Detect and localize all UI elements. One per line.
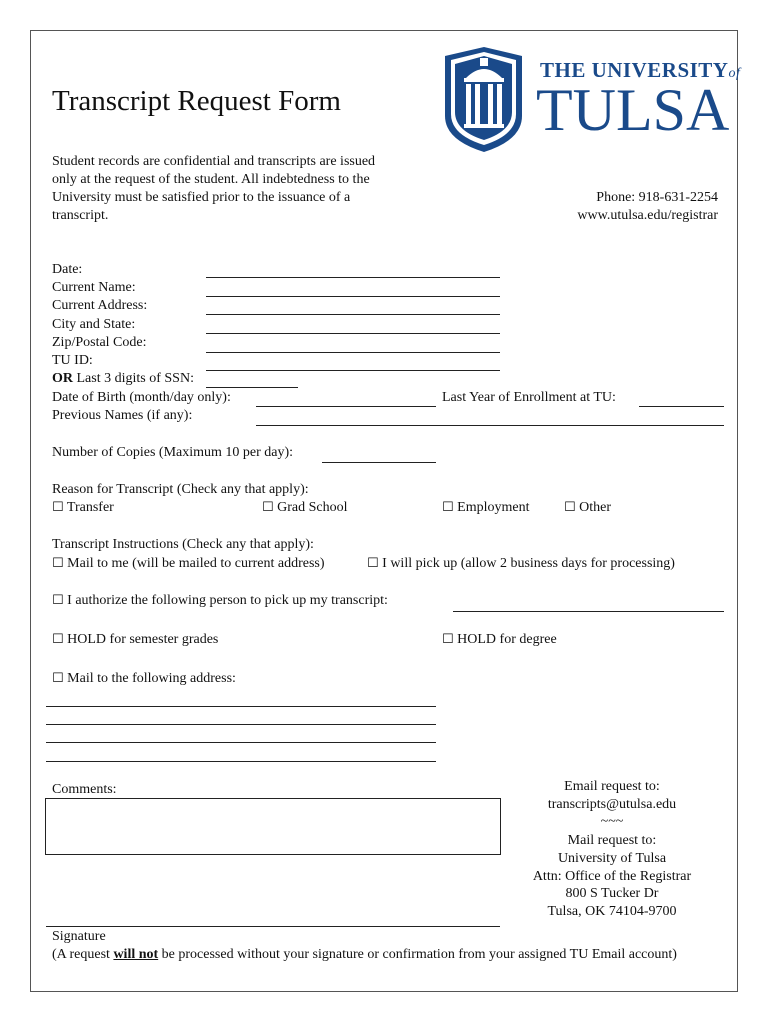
checkbox-icon[interactable]: ☐ [52, 556, 64, 571]
logo-line-2: TULSA [536, 77, 730, 143]
checkbox-icon[interactable]: ☐ [442, 500, 454, 515]
reason-heading: Reason for Transcript (Check any that apply): [52, 482, 309, 497]
mail-line-1: University of Tulsa [557, 851, 667, 866]
intro-line-3: University must be satisfied prior to the issuance of a [52, 190, 351, 205]
signature-note-emphasis: will not [113, 947, 159, 962]
pick-up-label: I will pick up (allow 2 business days for processing) [382, 556, 675, 571]
signature-note-start: (A request [52, 947, 114, 962]
zip-label: Zip/Postal Code: [52, 335, 147, 350]
reason-other[interactable] [564, 499, 611, 517]
mail-address-label: Mail to the following address: [67, 671, 236, 686]
pick-up-option[interactable] [367, 555, 675, 573]
comments-label: Comments: [52, 782, 117, 797]
mail-heading: Mail request to: [567, 833, 657, 848]
ssn-or-label: OR [52, 371, 73, 386]
mail-address-option[interactable] [52, 670, 236, 688]
contact-separator: ~~~ [600, 814, 624, 829]
reason-other-label: Other [579, 500, 612, 515]
intro-line-1: Student records are confidential and transcripts are issued [52, 154, 376, 169]
checkbox-icon[interactable]: ☐ [52, 671, 64, 686]
authorize-option[interactable] [52, 592, 388, 610]
address-input-line-3[interactable] [46, 742, 436, 743]
reason-grad-school-label: Grad School [277, 500, 348, 515]
city-state-input-line[interactable] [206, 333, 500, 334]
previous-names-input-line[interactable] [256, 425, 724, 426]
address-input-line-4[interactable] [46, 761, 436, 762]
ssn-label [52, 370, 194, 388]
checkbox-icon[interactable]: ☐ [52, 593, 64, 608]
website: www.utulsa.edu/registrar [577, 208, 718, 223]
reason-employment[interactable] [442, 499, 529, 517]
mail-line-3: 800 S Tucker Dr [565, 886, 659, 901]
hold-grades-label: HOLD for semester grades [67, 632, 219, 647]
mail-to-me-label: Mail to me (will be mailed to current address) [67, 556, 325, 571]
current-name-label: Current Name: [52, 280, 136, 295]
mail-to-me-option[interactable] [52, 555, 325, 573]
authorized-person-input-line[interactable] [453, 611, 724, 612]
hold-degree-label: HOLD for degree [457, 632, 557, 647]
dob-label: Date of Birth (month/day only): [52, 390, 231, 405]
mail-line-2: Attn: Office of the Registrar [532, 869, 692, 884]
last-year-label: Last Year of Enrollment at TU: [442, 390, 616, 405]
instructions-heading: Transcript Instructions (Check any that apply): [52, 537, 314, 552]
phone-number: Phone: 918-631-2254 [596, 190, 718, 205]
checkbox-icon[interactable]: ☐ [564, 500, 576, 515]
date-label: Date: [52, 262, 83, 277]
reason-employment-label: Employment [457, 500, 530, 515]
date-input-line[interactable] [206, 277, 500, 278]
reason-transfer-label: Transfer [66, 500, 114, 515]
signature-label: Signature [52, 929, 106, 944]
checkbox-icon[interactable]: ☐ [52, 632, 64, 647]
hold-degree-option[interactable] [442, 631, 557, 649]
current-address-input-line[interactable] [206, 314, 500, 315]
copies-label: Number of Copies (Maximum 10 per day): [52, 445, 294, 460]
logo-line-1: THE UNIVERSITY [540, 58, 729, 82]
logo-of: of [728, 66, 741, 81]
hold-grades-option[interactable] [52, 631, 218, 649]
ssn-label-text: Last 3 digits of SSN: [73, 371, 194, 386]
authorize-label: I authorize the following person to pick up my transcript: [67, 593, 388, 608]
checkbox-icon[interactable]: ☐ [442, 632, 454, 647]
current-address-label: Current Address: [52, 298, 148, 313]
current-name-input-line[interactable] [206, 296, 500, 297]
dob-input-line[interactable] [256, 406, 436, 407]
signature-note [52, 946, 677, 964]
page-title: Transcript Request Form [52, 85, 341, 117]
signature-note-end: be processed without your signature or confirmation from your assigned TU Email account) [158, 947, 677, 962]
checkbox-icon[interactable]: ☐ [367, 556, 379, 571]
intro-line-2: only at the request of the student. All indebtedness to the [52, 172, 370, 187]
reason-transfer[interactable] [52, 499, 114, 517]
copies-input-line[interactable] [322, 462, 436, 463]
email-address: transcripts@utulsa.edu [547, 797, 677, 812]
email-heading: Email request to: [564, 779, 660, 794]
address-input-line-1[interactable] [46, 706, 436, 707]
checkbox-icon[interactable]: ☐ [262, 500, 274, 515]
tu-id-label: TU ID: [52, 353, 93, 368]
city-state-label: City and State: [52, 317, 136, 332]
mail-line-4: Tulsa, OK 74104-9700 [547, 904, 677, 919]
zip-input-line[interactable] [206, 352, 500, 353]
university-logo [442, 44, 741, 156]
reason-grad-school[interactable] [262, 499, 348, 517]
ssn-input-line[interactable] [206, 387, 298, 388]
address-input-line-2[interactable] [46, 724, 436, 725]
tu-id-input-line[interactable] [206, 370, 500, 371]
signature-input-line[interactable] [46, 926, 500, 927]
previous-names-label: Previous Names (if any): [52, 408, 193, 423]
last-year-input-line[interactable] [639, 406, 724, 407]
comments-box[interactable] [45, 798, 501, 855]
intro-line-4: transcript. [52, 208, 109, 223]
checkbox-icon[interactable]: ☐ [52, 500, 64, 515]
